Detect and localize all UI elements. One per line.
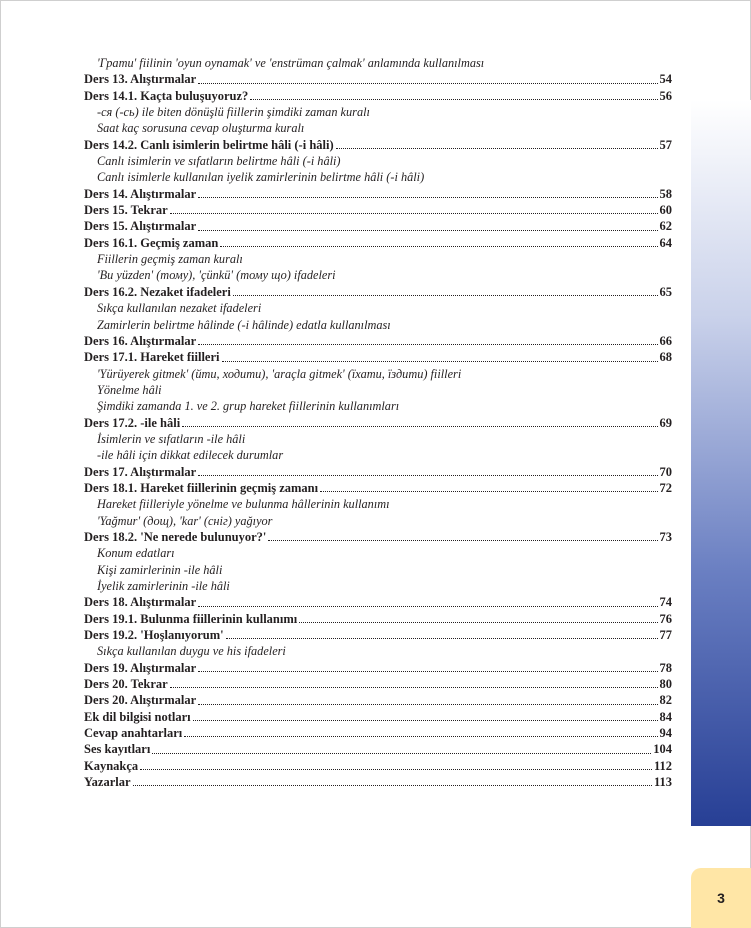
dot-leader xyxy=(198,474,657,476)
toc-entry xyxy=(84,774,672,790)
dot-leader xyxy=(198,196,657,198)
page-number: 3 xyxy=(717,890,725,906)
toc-entry-title: Saat kaç sorusuna cevap oluşturma kuralı xyxy=(97,121,305,136)
toc-entry-title: Ders 14.2. Canlı isimlerin belirtme hâli (-i hâli) xyxy=(84,137,334,152)
toc-page-number: 66 xyxy=(659,333,672,348)
toc-subentry xyxy=(84,120,672,136)
dot-leader xyxy=(140,768,652,770)
toc-subentry xyxy=(84,382,672,398)
dot-leader xyxy=(170,212,658,214)
dot-leader xyxy=(250,98,657,100)
toc-entry-title: Konum edatları xyxy=(97,546,175,561)
toc-page-number: 54 xyxy=(659,72,672,87)
toc-entry xyxy=(84,611,672,627)
toc-entry-title: Ses kayıtları xyxy=(84,742,151,757)
toc-entry xyxy=(84,692,672,708)
toc-page-number: 58 xyxy=(659,186,672,201)
toc-page-number: 113 xyxy=(653,775,672,790)
toc-entry xyxy=(84,627,672,643)
toc-page-number: 73 xyxy=(659,529,672,544)
toc-page-number: 77 xyxy=(659,628,672,643)
toc-entry xyxy=(84,676,672,692)
dot-leader xyxy=(198,343,657,345)
dot-leader xyxy=(198,670,657,672)
toc-entry xyxy=(84,333,672,349)
table-of-contents xyxy=(84,55,672,790)
dot-leader xyxy=(152,752,651,754)
toc-entry xyxy=(84,235,672,251)
toc-entry-title: Ders 15. Alıştırmalar xyxy=(84,219,197,234)
toc-entry-title: 'Yağmur' (дощ), 'kar' (сніг) yağıyor xyxy=(97,513,273,528)
toc-entry-title: Ders 19.2. 'Hoşlanıyorum' xyxy=(84,628,224,643)
toc-entry xyxy=(84,71,672,87)
toc-subentry xyxy=(84,55,672,71)
toc-entry-title: İsimlerin ve sıfatların -ile hâli xyxy=(97,431,246,446)
dot-leader xyxy=(184,735,657,737)
toc-page-number: 72 xyxy=(659,480,672,495)
toc-page-number: 84 xyxy=(659,709,672,724)
toc-subentry xyxy=(84,251,672,267)
dot-leader xyxy=(170,686,658,688)
toc-entry-title: Sıkça kullanılan duygu ve his ifadeleri xyxy=(97,644,286,659)
toc-entry-title: Ders 16.2. Nezaket ifadeleri xyxy=(84,284,231,299)
toc-entry xyxy=(84,464,672,480)
toc-entry-title: Ders 16. Alıştırmalar xyxy=(84,333,197,348)
toc-entry-title: Ders 19. Alıştırmalar xyxy=(84,660,197,675)
toc-page-number: 80 xyxy=(659,677,672,692)
toc-page-number: 65 xyxy=(659,284,672,299)
toc-entry-title: 'Yürüyerek gitmek' (йти, ходити), 'araçla gitmek' (їхати, їздити) fiilleri xyxy=(97,366,462,381)
toc-page-number: 70 xyxy=(659,464,672,479)
dot-leader xyxy=(198,605,657,607)
dot-leader xyxy=(198,229,657,231)
toc-entry-title: Kişi zamirlerinin -ile hâli xyxy=(97,562,223,577)
dot-leader xyxy=(233,294,658,296)
toc-entry xyxy=(84,758,672,774)
toc-entry-title: Ders 20. Tekrar xyxy=(84,677,168,692)
toc-page-number: 69 xyxy=(659,415,672,430)
dot-leader xyxy=(198,82,657,84)
toc-entry-title: Ders 13. Alıştırmalar xyxy=(84,72,197,87)
toc-entry xyxy=(84,349,672,365)
toc-page-number: 64 xyxy=(659,235,672,250)
toc-subentry xyxy=(84,300,672,316)
toc-entry-title: Zamirlerin belirtme hâlinde (-i hâlinde) edatla kullanılması xyxy=(97,317,391,332)
toc-subentry xyxy=(84,267,672,283)
toc-subentry xyxy=(84,562,672,578)
toc-page-number: 68 xyxy=(659,350,672,365)
toc-subentry xyxy=(84,643,672,659)
toc-subentry xyxy=(84,431,672,447)
toc-entry-title: Şimdiki zamanda 1. ve 2. grup hareket fiillerinin kullanımları xyxy=(97,399,400,414)
dot-leader xyxy=(226,637,658,639)
toc-entry-title: 'Bu yüzden' (тому), 'çünkü' (тому що) ifadeleri xyxy=(97,268,336,283)
toc-page-number: 60 xyxy=(659,203,672,218)
toc-entry xyxy=(84,594,672,610)
toc-page-number: 74 xyxy=(659,595,672,610)
toc-entry-title: Canlı isimlerin ve sıfatların belirtme hâli (-i hâli) xyxy=(97,154,341,169)
toc-entry-title: Ders 14. Alıştırmalar xyxy=(84,186,197,201)
toc-page-number: 104 xyxy=(653,742,672,757)
toc-entry-title: Cevap anahtarları xyxy=(84,726,183,741)
dot-leader xyxy=(336,147,658,149)
toc-page-number: 62 xyxy=(659,219,672,234)
toc-entry-title: Ders 15. Tekrar xyxy=(84,203,168,218)
toc-entry-title: Ders 18.2. 'Ne nerede bulunuyor?' xyxy=(84,529,267,544)
toc-subentry xyxy=(84,398,672,414)
toc-entry xyxy=(84,529,672,545)
toc-entry xyxy=(84,741,672,757)
toc-entry-title: Yazarlar xyxy=(84,775,131,790)
toc-entry-title: Ek dil bilgisi notları xyxy=(84,709,191,724)
page-number-tab xyxy=(691,868,751,928)
dot-leader xyxy=(198,703,657,705)
toc-page-number: 112 xyxy=(653,758,672,773)
toc-entry-title: Kaynakça xyxy=(84,758,139,773)
dot-leader xyxy=(299,621,657,623)
dot-leader xyxy=(133,784,652,786)
toc-entry-title: 'Грати' fiilinin 'oyun oynamak' ve 'enstrüman çalmak' anlamında kullanılması xyxy=(97,56,485,70)
toc-entry-title: İyelik zamirlerinin -ile hâli xyxy=(97,579,230,593)
dot-leader xyxy=(222,360,658,362)
toc-entry xyxy=(84,218,672,234)
toc-subentry xyxy=(84,447,672,463)
toc-entry-title: Ders 18.1. Hareket fiillerinin geçmiş zamanı xyxy=(84,480,319,495)
toc-entry-title: Ders 14.1. Kaçta buluşuyoruz? xyxy=(84,88,249,103)
toc-entry-title: Fiillerin geçmiş zaman kuralı xyxy=(97,252,243,267)
toc-entry xyxy=(84,709,672,725)
toc-subentry xyxy=(84,513,672,529)
toc-page-number: 57 xyxy=(659,137,672,152)
toc-entry xyxy=(84,725,672,741)
toc-subentry xyxy=(84,169,672,185)
dot-leader xyxy=(320,490,657,492)
toc-subentry xyxy=(84,496,672,512)
toc-entry xyxy=(84,202,672,218)
toc-entry xyxy=(84,284,672,300)
toc-entry-title: -ся (-сь) ile biten dönüşlü fiillerin şimdiki zaman kuralı xyxy=(97,105,370,120)
dot-leader xyxy=(193,719,658,721)
toc-page-number: 82 xyxy=(659,693,672,708)
dot-leader xyxy=(182,425,657,427)
dot-leader xyxy=(220,245,657,247)
toc-page-number: 56 xyxy=(659,88,672,103)
toc-subentry xyxy=(84,104,672,120)
toc-entry-title: Canlı isimlerle kullanılan iyelik zamirlerinin belirtme hâli (-i hâli) xyxy=(97,170,425,185)
toc-entry-title: Hareket fiilleriyle yönelme ve bulunma hâllerinin kullanımı xyxy=(97,497,390,512)
toc-entry-title: -ile hâli için dikkat edilecek durumlar xyxy=(97,448,284,463)
decorative-side-band xyxy=(691,100,751,826)
toc-entry xyxy=(84,480,672,496)
toc-entry-title: Ders 16.1. Geçmiş zaman xyxy=(84,235,219,250)
toc-subentry xyxy=(84,578,672,594)
toc-subentry xyxy=(84,153,672,169)
toc-entry-title: Sıkça kullanılan nezaket ifadeleri xyxy=(97,301,262,316)
toc-entry xyxy=(84,415,672,431)
toc-entry-title: Ders 17.1. Hareket fiilleri xyxy=(84,350,220,365)
toc-entry xyxy=(84,137,672,153)
dot-leader xyxy=(268,539,657,541)
toc-entry xyxy=(84,660,672,676)
toc-entry xyxy=(84,88,672,104)
toc-page-number: 76 xyxy=(659,611,672,626)
toc-entry-title: Ders 18. Alıştırmalar xyxy=(84,595,197,610)
toc-entry-title: Ders 17.2. -ile hâli xyxy=(84,415,181,430)
toc-entry-title: Ders 20. Alıştırmalar xyxy=(84,693,197,708)
toc-entry-title: Yönelme hâli xyxy=(97,382,162,397)
toc-page-number: 94 xyxy=(659,726,672,741)
toc-page-number: 78 xyxy=(659,660,672,675)
toc-entry xyxy=(84,186,672,202)
toc-entry-title: Ders 19.1. Bulunma fiillerinin kullanımı xyxy=(84,611,298,626)
toc-subentry xyxy=(84,366,672,382)
toc-subentry xyxy=(84,317,672,333)
toc-subentry xyxy=(84,545,672,561)
toc-entry-title: Ders 17. Alıştırmalar xyxy=(84,464,197,479)
